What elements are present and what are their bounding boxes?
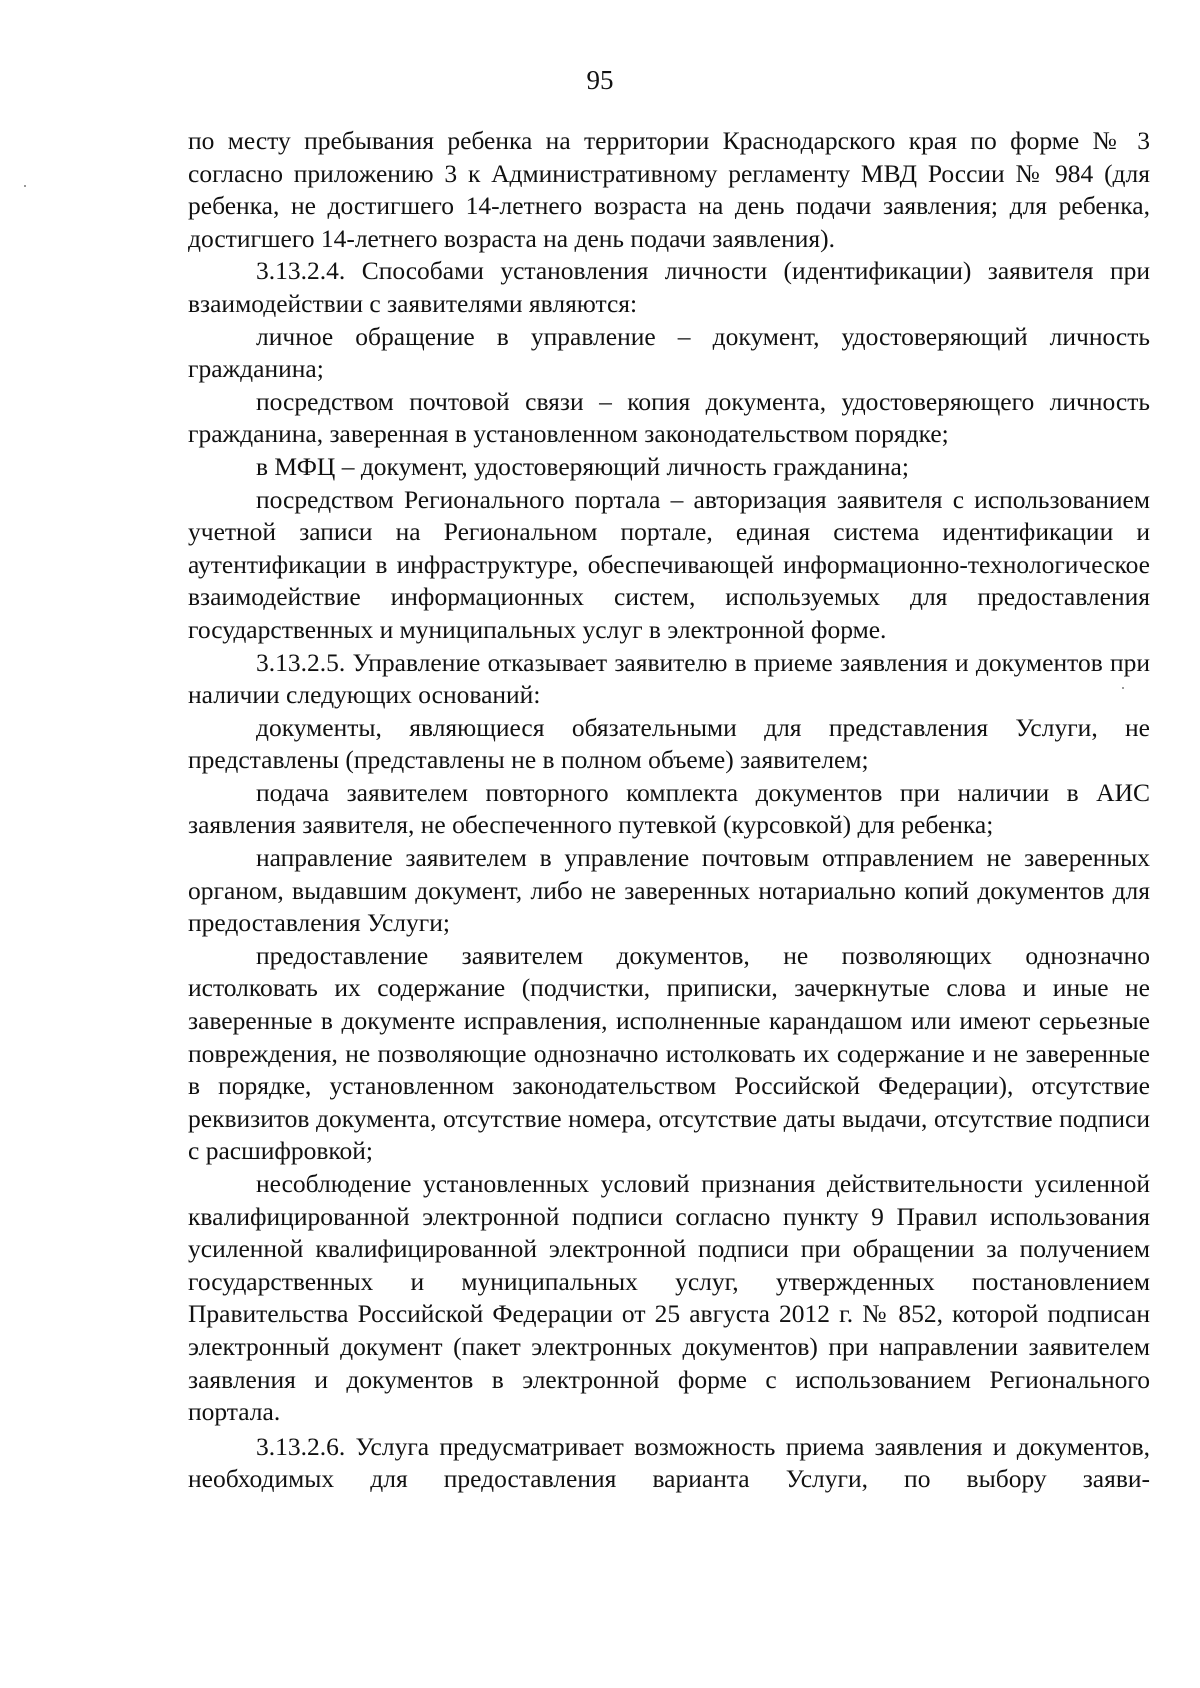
paragraph-10: направление заявителем в управление почтовым отправлением не заверенных органом, выдавшим документ, либо не заверенных нотариально копий документов для предоставления Услуги;	[188, 843, 1150, 938]
scan-speck	[1122, 687, 1124, 689]
paragraph-13: 3.13.2.6. Услуга предусматривает возможность приема заявления и документов, необходимых для предоставления варианта Услуги, по выбору заяви-	[188, 1431, 1150, 1494]
paragraph-3: личное обращение в управление – документ, удостоверяющий личность гражданина;	[188, 321, 1150, 384]
paragraph-9: подача заявителем повторного комплекта документов при наличии в АИС заявления заявителя, не обеспеченного путевкой (курсовкой) для ребенка;	[188, 777, 1150, 840]
paragraph-1: по месту пребывания ребенка на территории Краснодарского края по форме № 3 согласно приложению 3 к Административному регламенту МВД России № 984 (для ребенка, не достигшего 14-летнего возраста на день подачи заявления; для ребенка, достигшего 14-летнего возраста на день подачи заявления).	[188, 126, 1150, 253]
paragraph-8: документы, являющиеся обязательными для представления Услуги, не представлены (представлены не в полном объеме) заявителем;	[188, 712, 1150, 775]
paragraph-11: предоставление заявителем документов, не позволяющих однозначно истолковать их содержание (подчистки, приписки, зачеркнутые слова и иные не заверенные в документе исправления, исполненные карандашом или имеют серьезные повреждения, не позволяющие однозначно истолковать их содержание и не заверенные в порядке, установленном законодательством Российской Федерации), отсутствие реквизитов документа, отсутствие номера, отсутствие даты выдачи, отсутствие подписи с расшифровкой;	[188, 940, 1150, 1166]
document-body	[188, 125, 1150, 1496]
paragraph-7: 3.13.2.5. Управление отказывает заявителю в приеме заявления и документов при наличии следующих оснований:	[188, 647, 1150, 710]
scan-speck	[24, 185, 26, 187]
paragraph-12: несоблюдение установленных условий признания действительности усиленной квалифицированной электронной подписи согласно пункту 9 Правил использования усиленной квалифицированной электронной подписи при обращении за получением государственных и муниципальных услуг, утвержденных постановлением Правительства Российской Федерации от 25 августа 2012 г. № 852, которой подписан электронный документ (пакет электронных документов) при направлении заявителем заявления и документов в электронной форме с использованием Регионального портала.	[188, 1169, 1150, 1427]
paragraph-6: посредством Регионального портала – авторизация заявителя с использованием учетной записи на Региональном портале, единая система идентификации и аутентификации в инфраструктуре, обеспечивающей информационно-технологическое взаимодействие информационных систем, используемых для предоставления государственных и муниципальных услуг в электронной форме.	[188, 484, 1150, 644]
page-number: 95	[586, 65, 614, 95]
paragraph-5: в МФЦ – документ, удостоверяющий личность гражданина;	[256, 451, 909, 481]
paragraph-4: посредством почтовой связи – копия документа, удостоверяющего личность гражданина, заверенная в установленном законодательством порядке;	[188, 386, 1150, 449]
paragraph-2: 3.13.2.4. Способами установления личности (идентификации) заявителя при взаимодействии с заявителями являются:	[188, 256, 1150, 318]
